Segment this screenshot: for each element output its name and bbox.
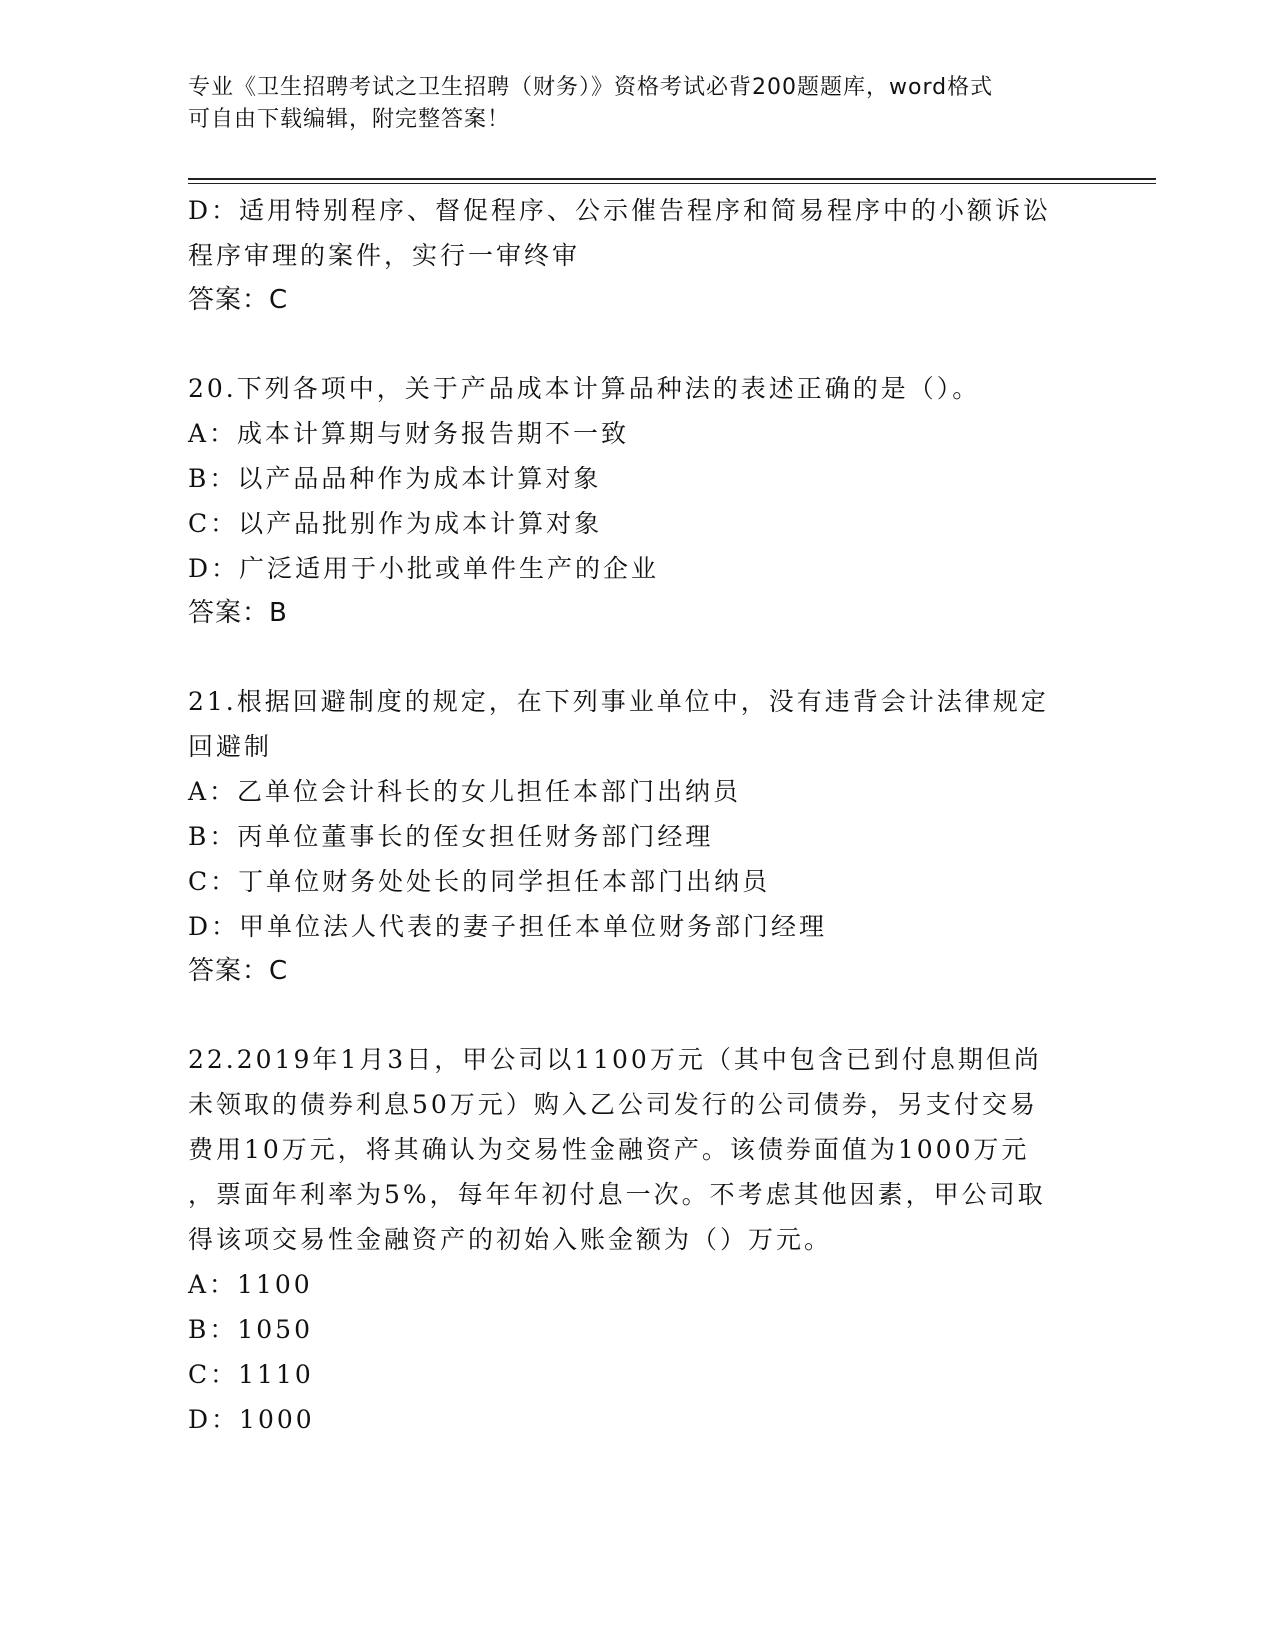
question-stem-line-1: 21.根据回避制度的规定，在下列事业单位中，没有违背会计法律规定 — [188, 687, 1049, 716]
option-b: B：1050 — [188, 1315, 313, 1344]
header-title-line-1: 专业《卫生招聘考试之卫生招聘（财务）》资格考试必背200题题库，word格式 — [188, 75, 994, 100]
spacer — [188, 636, 1088, 679]
question-21 — [188, 679, 1088, 994]
question-stem-line-4: ，票面年利率为5%，每年年初付息一次。不考虑其他因素，甲公司取 — [188, 1180, 1046, 1209]
header-title-line-2: 可自由下载编辑，附完整答案！ — [188, 107, 511, 132]
option-d-line-1: D：适用特别程序、督促程序、公示催告程序和简易程序中的小额诉讼 — [188, 196, 1052, 225]
option-c: C：以产品批别作为成本计算对象 — [188, 509, 603, 538]
question-20 — [188, 366, 1088, 636]
question-stem-line-1: 22.2019年1月3日，甲公司以1100万元（其中包含已到付息期但尚 — [188, 1045, 1042, 1074]
spacer — [188, 994, 1088, 1037]
option-c: C：1110 — [188, 1360, 314, 1389]
question-content — [188, 188, 1088, 1442]
option-d: D：甲单位法人代表的妻子担任本单位财务部门经理 — [188, 912, 828, 941]
question-19-tail — [188, 188, 1088, 323]
option-d-line-2: 程序审理的案件，实行一审终审 — [188, 241, 581, 270]
option-c: C：丁单位财务处处长的同学担任本部门出纳员 — [188, 867, 771, 896]
question-22 — [188, 1037, 1088, 1442]
option-a: A：1100 — [188, 1270, 313, 1299]
option-b: B：以产品品种作为成本计算对象 — [188, 464, 602, 493]
header-divider-thin — [188, 183, 1156, 184]
question-stem-line-2: 未领取的债券利息50万元）购入乙公司发行的公司债券，另支付交易 — [188, 1090, 1038, 1119]
question-stem-line-2: 回避制 — [188, 732, 273, 761]
option-d: D：广泛适用于小批或单件生产的企业 — [188, 554, 660, 583]
spacer — [188, 323, 1088, 366]
question-stem: 20.下列各项中，关于产品成本计算品种法的表述正确的是（）。 — [188, 374, 981, 403]
document-header — [188, 72, 1068, 136]
answer: 答案：C — [188, 285, 289, 315]
option-a: A：成本计算期与财务报告期不一致 — [188, 419, 630, 448]
option-b: B：丙单位董事长的侄女担任财务部门经理 — [188, 822, 714, 851]
question-stem-line-5: 得该项交易性金融资产的初始入账金额为（）万元。 — [188, 1225, 833, 1254]
answer: 答案：B — [188, 598, 288, 628]
header-divider-thick — [188, 178, 1156, 180]
option-a: A：乙单位会计科长的女儿担任本部门出纳员 — [188, 777, 742, 806]
answer: 答案：C — [188, 956, 289, 986]
question-stem-line-3: 费用10万元，将其确认为交易性金融资产。该债券面值为1000万元 — [188, 1135, 1030, 1164]
option-d: D：1000 — [188, 1405, 315, 1434]
